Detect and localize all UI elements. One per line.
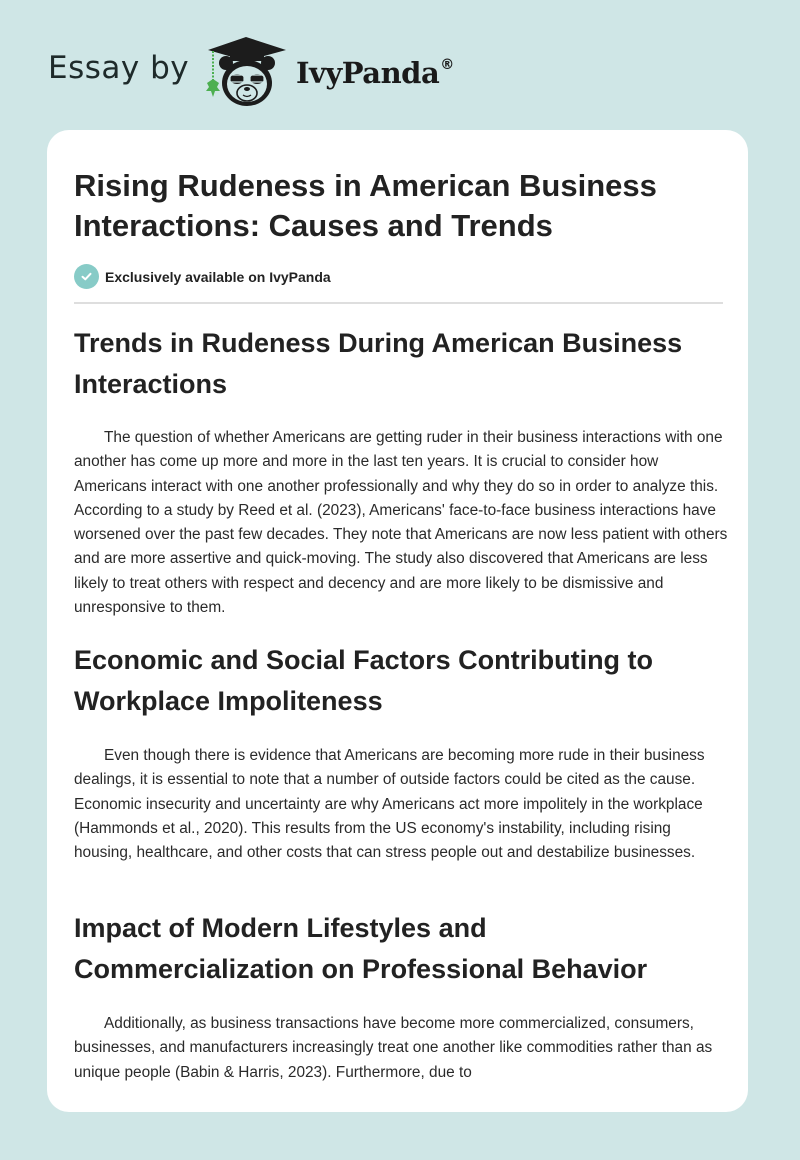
section-paragraph-modern-lifestyles: Additionally, as business transactions have become more commercialized, consumers, businesses, and manufacturers increasingly treat one another like commodities rather than as unique people (Babin & Harris, 2023). Furthermore, due to — [74, 1015, 713, 1081]
section-heading-modern-lifestyles: Impact of Modern Lifestyles and Commercialization on Professional Behavior — [74, 913, 648, 984]
essay-title: Rising Rudeness in American Business Interactions: Causes and Trends — [74, 168, 657, 243]
site-header — [0, 0, 800, 130]
brand-text: IvyPanda — [296, 56, 440, 90]
section-paragraph-trends: The question of whether Americans are getting ruder in their business interactions with one another has come up more and more in the last ten years. It is crucial to consider how Americans interact with one another professionally and why they do so in order to analyze this. According to a study by Reed et al. (2023), Americans' face-to-face business interactions have worsened over the past few decades. They note that Americans are now less patient with others and are more assertive and quick-moving. The study also discovered that Americans are less likely to treat others with respect and decency and are more likely to be dismissive and unresponsive to them. — [74, 429, 728, 617]
registered-mark: ® — [440, 57, 454, 73]
exclusive-label: Exclusively available on IvyPanda — [105, 268, 331, 285]
section-paragraph-economic-factors: Even though there is evidence that Americans are becoming more rude in their business dealings, it is essential to note that a number of outside factors could be cited as the cause. Economic insecurity and uncertainty are why Americans act more impolitely in the workplace (Hammonds et al., 2020). This results from the US economy's instability, including rising housing, healthcare, and other costs that can stress people out and destabilize businesses. — [74, 747, 705, 862]
title-divider — [74, 302, 723, 304]
essay-by-label: Essay by — [48, 50, 190, 86]
panda-graduate-logo-icon[interactable] — [200, 33, 292, 109]
exclusive-badge — [74, 264, 331, 289]
essay-card — [47, 130, 748, 1112]
brand-name[interactable] — [296, 56, 454, 90]
section-heading-trends: Trends in Rudeness During American Business Interactions — [74, 328, 683, 399]
section-heading-economic-factors: Economic and Social Factors Contributing to Workplace Impoliteness — [74, 645, 654, 716]
check-circle-icon — [74, 264, 99, 289]
